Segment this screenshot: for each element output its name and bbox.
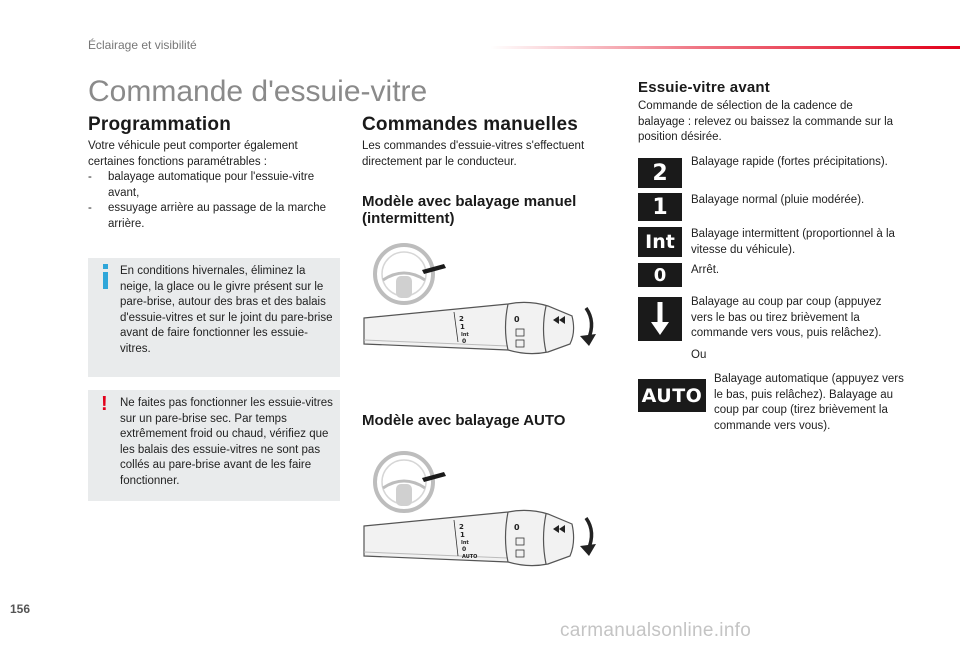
warning-box-text: Ne faites pas fonctionner les essuie-vitres sur un pare-brise sec. Par temps extrêmement froid ou chaud, vérifiez que les balais des essuie-vitres ne sont pas collés au pare-brise avant de les faire fonctionner. [120, 397, 333, 487]
down-arrow-icon [638, 297, 682, 341]
steering-wheel-icon [375, 453, 433, 511]
watermark: carmanualsonline.info [560, 620, 752, 641]
header-accent-line [490, 46, 960, 49]
mode-1-icon: 1 [638, 193, 682, 221]
page-title: Commande d'essuie-vitre [88, 75, 428, 108]
front-wiper-heading: Essuie-vitre avant [638, 79, 770, 96]
stalk-label-int: Int [461, 540, 469, 546]
list-item: - balayage automatique pour l'essuie-vitre avant, [88, 170, 340, 201]
manual-intro: Les commandes d'essuie-vitres s'effectuent directement par le conducteur. [362, 140, 585, 168]
mode-auto-icon: AUTO [638, 379, 706, 412]
mode-2-icon: 2 [638, 158, 682, 188]
stalk-label-auto: AUTO [462, 554, 478, 560]
programming-intro: Votre véhicule peut comporter également certaines fonctions paramétrables : [88, 140, 298, 168]
page-number: 156 [10, 602, 31, 616]
stalk-auto-illustration [358, 444, 606, 584]
model-manual-heading: Modèle avec balayage manuel (intermittent) [362, 193, 577, 227]
steering-wheel-icon [375, 245, 433, 303]
warning-box [88, 390, 340, 501]
stalk-label-2: 2 [459, 315, 464, 323]
wiper-stalk [364, 302, 574, 353]
mode-single-text: Balayage au coup par coup (appuyez vers le bas ou tirez brièvement la commande vers vous, puis relâchez). [691, 296, 882, 339]
list-item: - essuyage arrière au passage de la marche arrière. [88, 201, 340, 232]
manual-heading: Commandes manuelles [362, 114, 579, 135]
stalk-knob-label-0: 0 [514, 315, 520, 324]
mode-auto-text: Balayage automatique (appuyez vers le bas, puis relâchez). Balayage au coup par coup (tirez brièvement la commande vers vous). [714, 373, 904, 432]
stalk-label-int: Int [461, 332, 469, 338]
info-box-text: En conditions hivernales, éliminez la neige, la glace ou le givre présent sur le pare-brise, autour des bras et des balais d'essuie-vitres et sur le joint du pare-brise avant de faire fonctionner les essuie-vitres. [120, 265, 333, 355]
or-label: Ou [691, 349, 707, 361]
stalk-manual-illustration [358, 236, 606, 374]
info-icon [100, 264, 112, 290]
mode-0-text: Arrêt. [691, 264, 720, 276]
stalk-label-0: 0 [462, 338, 467, 345]
stalk-label-1: 1 [460, 531, 465, 539]
programming-heading: Programmation [88, 114, 232, 135]
stalk-knob-label-0: 0 [514, 523, 520, 532]
stalk-label-1: 1 [460, 323, 465, 331]
stalk-label-0: 0 [462, 546, 467, 553]
programming-list [88, 170, 340, 232]
warning-icon: ! [101, 393, 108, 415]
mode-int-icon: Int [638, 227, 682, 257]
mode-0-icon: 0 [638, 263, 682, 287]
mode-int-text: Balayage intermittent (proportionnel à la vitesse du véhicule). [691, 228, 895, 256]
programming-text [88, 139, 340, 232]
info-box [88, 258, 340, 377]
section-header: Éclairage et visibilité [88, 38, 197, 52]
mode-2-text: Balayage rapide (fortes précipitations). [691, 156, 888, 168]
model-auto-heading: Modèle avec balayage AUTO [362, 412, 566, 429]
wiper-stalk [364, 510, 574, 565]
front-wiper-intro: Commande de sélection de la cadence de balayage : relevez ou baissez la commande sur la position désirée. [638, 100, 894, 143]
stalk-label-2: 2 [459, 523, 464, 531]
mode-1-text: Balayage normal (pluie modérée). [691, 194, 865, 206]
